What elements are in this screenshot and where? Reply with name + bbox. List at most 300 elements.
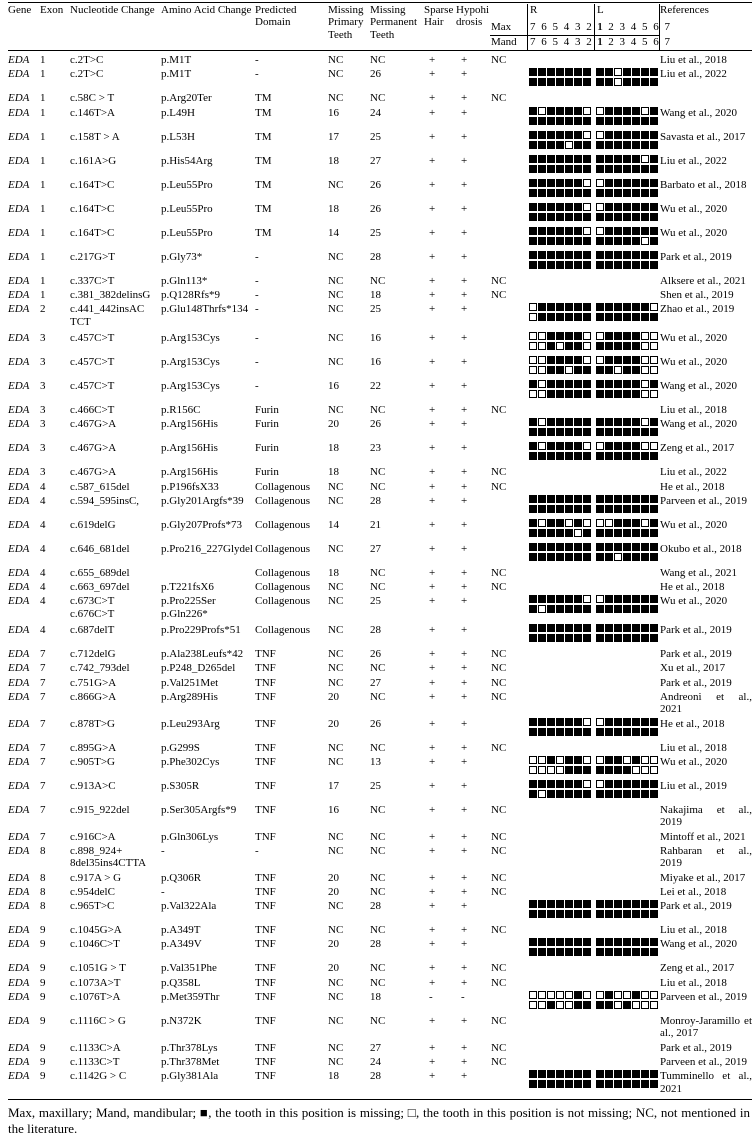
hypohidrosis-cell: + (461, 844, 468, 857)
missing-primary-teeth-cell: NC (328, 741, 344, 754)
footnote: Max, maxillary; Mand, mandibular; ■, the tooth in this position is missing; □, the tooth in this position is not missing; NC, not mentioned in the literature. (8, 1099, 752, 1141)
tooth-box-row (596, 428, 658, 437)
tooth-missing-box (623, 519, 631, 527)
reference-cell: Liu et al., 2018 (660, 54, 727, 66)
hypohidrosis-cell: + (461, 962, 468, 975)
sparse-hair-cell: + (429, 494, 436, 507)
tooth-missing-box (632, 78, 640, 86)
sparse-hair-cell: + (429, 844, 436, 857)
tooth-missing-box (614, 910, 622, 918)
teeth-right-cell (527, 519, 594, 539)
amino-acid-change-cell: p.Q306R (161, 871, 202, 884)
tooth-present-box (538, 519, 546, 527)
tooth-missing-box (650, 418, 658, 426)
gene-cell: EDA (8, 288, 30, 301)
tooth-missing-box (547, 543, 555, 551)
hypohidrosis-cell: + (461, 331, 468, 344)
tooth-missing-box (565, 1080, 573, 1088)
tooth-missing-box (583, 624, 591, 632)
teeth-left-cell (594, 303, 660, 323)
tooth-box-row (529, 595, 592, 604)
tooth-missing-box (574, 495, 582, 503)
exon-cell: 9 (40, 976, 46, 989)
exon-cell: 7 (40, 779, 46, 792)
tooth-missing-box (583, 766, 591, 774)
table-row (8, 356, 752, 376)
tooth-missing-box (614, 213, 622, 221)
tooth-missing-box (556, 442, 564, 450)
tooth-missing-box (650, 543, 658, 551)
nucleotide-change-cell: c.1046C>T (70, 938, 120, 951)
sparse-hair-cell: + (429, 624, 436, 637)
tooth-present-box (596, 179, 604, 187)
tooth-missing-box (614, 595, 622, 603)
sparse-hair-cell: + (429, 480, 436, 493)
amino-acid-change-cell: p.P248_D265del (161, 662, 236, 675)
tooth-missing-box (605, 624, 613, 632)
gene-cell: EDA (8, 250, 30, 263)
tooth-missing-box (596, 342, 604, 350)
table-row (8, 1056, 752, 1068)
tooth-missing-box (556, 780, 564, 788)
tooth-missing-box (538, 78, 546, 86)
tooth-present-box (583, 179, 591, 187)
tooth-box-row (529, 756, 592, 765)
exon-cell: 7 (40, 662, 46, 675)
tooth-missing-box (529, 227, 537, 235)
missing-permanent-teeth-cell: 26 (370, 717, 381, 730)
exon-cell: 3 (40, 418, 46, 431)
gene-cell: EDA (8, 676, 30, 689)
tooth-missing-box (556, 107, 564, 115)
reference-cell: Savasta et al., 2017 (660, 130, 746, 143)
tooth-present-box (650, 442, 658, 450)
col-header-right: R (527, 4, 594, 21)
tooth-missing-box (574, 68, 582, 76)
tooth-missing-box (556, 910, 564, 918)
tooth-missing-box (614, 428, 622, 436)
sparse-hair-cell: + (429, 54, 436, 66)
hypohidrosis-cell: + (461, 1056, 468, 1068)
tooth-missing-box (623, 634, 631, 642)
tooth-missing-box (538, 718, 546, 726)
tooth-missing-box (529, 107, 537, 115)
tooth-missing-box (547, 380, 555, 388)
tooth-missing-box (547, 418, 555, 426)
predicted-domain-cell: Collagenous (255, 518, 310, 531)
hypohidrosis-cell: + (461, 741, 468, 754)
teeth-right-cell (527, 543, 594, 563)
tooth-missing-box (529, 910, 537, 918)
tooth-box-row (529, 189, 592, 198)
table-row (8, 289, 752, 301)
missing-permanent-teeth-cell: 25 (370, 130, 381, 143)
exon-cell: 7 (40, 648, 46, 661)
table-row (8, 742, 752, 754)
tooth-missing-box (547, 68, 555, 76)
tooth-missing-box (583, 189, 591, 197)
reference-cell: Wu et al., 2020 (660, 355, 728, 368)
tooth-box-row (529, 203, 592, 212)
reference-cell: Liu et al., 2018 (660, 976, 727, 989)
reference-cell: Wang et al., 2020 (660, 938, 738, 951)
tooth-present-box (650, 991, 658, 999)
table-row (8, 900, 752, 920)
tooth-missing-box (605, 595, 613, 603)
hypohidrosis-cell: + (461, 676, 468, 689)
tooth-missing-box (565, 390, 573, 398)
tooth-missing-box (565, 179, 573, 187)
tooth-box-row (529, 452, 592, 461)
reference-cell: Parveen et al., 2019 (660, 991, 748, 1004)
tooth-missing-box (605, 261, 613, 269)
tooth-missing-box (650, 634, 658, 642)
nucleotide-change-cell: c.916C>A (70, 830, 116, 843)
tooth-missing-box (574, 948, 582, 956)
table-row (8, 756, 752, 776)
tooth-missing-box (574, 107, 582, 115)
tooth-missing-box (529, 505, 537, 513)
nucleotide-change-cell: c.457C>T (70, 379, 115, 392)
teeth-right-cell (527, 251, 594, 271)
tooth-missing-box (556, 189, 564, 197)
sparse-hair-cell: + (429, 976, 436, 989)
table-row (8, 442, 752, 462)
tooth-missing-box (547, 117, 555, 125)
hypohidrosis-cell: + (461, 466, 468, 479)
nucleotide-change-cell: c.646_681del (70, 542, 130, 555)
tooth-box-row (596, 624, 658, 633)
tooth-present-box (538, 332, 546, 340)
tooth-missing-box (556, 203, 564, 211)
predicted-domain-cell: - (255, 355, 259, 368)
tooth-missing-box (556, 380, 564, 388)
gene-cell: EDA (8, 355, 30, 368)
tooth-missing-box (538, 68, 546, 76)
nucleotide-change-cell: c.58C > T (70, 92, 115, 105)
reference-cell: Zeng et al., 2017 (660, 962, 735, 975)
predicted-domain-cell: TNF (255, 830, 276, 843)
tooth-missing-box (583, 261, 591, 269)
table-row (8, 481, 752, 493)
amino-acid-change-cell: p.Arg289His (161, 691, 218, 703)
teeth-right-cell (527, 756, 594, 776)
tooth-missing-box (574, 117, 582, 125)
table-row (8, 92, 752, 104)
tooth-missing-box (547, 910, 555, 918)
tooth-missing-box (565, 251, 573, 259)
tooth-missing-box (596, 380, 604, 388)
tooth-missing-box (556, 505, 564, 513)
predicted-domain-cell: Furin (255, 466, 279, 479)
tooth-present-box (641, 1001, 649, 1009)
tooth-missing-box (583, 366, 591, 374)
tooth-missing-box (529, 68, 537, 76)
teeth-right-cell (527, 780, 594, 800)
gene-cell: EDA (8, 1041, 30, 1054)
tooth-missing-box (565, 948, 573, 956)
predicted-domain-cell: TNF (255, 691, 276, 703)
teeth-left-cell (594, 595, 660, 615)
tooth-box-row (596, 529, 658, 538)
tooth-missing-box (583, 78, 591, 86)
tooth-missing-box (529, 165, 537, 173)
predicted-domain-cell: Collagenous (255, 494, 310, 507)
tooth-present-box (556, 991, 564, 999)
tooth-missing-box (565, 356, 573, 364)
nucleotide-change-cell: c.1073A>T (70, 976, 121, 989)
tooth-missing-box (614, 624, 622, 632)
tooth-present-box (538, 756, 546, 764)
exon-cell: 8 (40, 885, 46, 898)
tooth-missing-box (623, 380, 631, 388)
tooth-box-row (596, 380, 658, 389)
exon-cell: 7 (40, 803, 46, 816)
tooth-missing-box (547, 790, 555, 798)
exon-cell: 8 (40, 844, 46, 857)
amino-acid-change-cell: p.Pro225Ser p.Gln226* (161, 595, 216, 620)
tooth-missing-box (547, 948, 555, 956)
tooth-missing-box (565, 155, 573, 163)
tooth-box-row (596, 342, 658, 351)
tooth-missing-box (641, 948, 649, 956)
tooth-box-row (596, 131, 658, 140)
tooth-missing-box (574, 78, 582, 86)
tooth-present-box (641, 390, 649, 398)
tooth-box-row (529, 251, 592, 260)
missing-permanent-teeth-cell: NC (370, 92, 386, 105)
amino-acid-change-cell: p.P196fsX33 (161, 480, 219, 493)
tooth-missing-box (565, 380, 573, 388)
exon-cell: 1 (40, 202, 46, 215)
reference-cell: Liu et al., 2022 (660, 68, 727, 81)
hypohidrosis-cell: + (461, 1041, 468, 1054)
tooth-missing-box (605, 452, 613, 460)
tooth-missing-box (565, 442, 573, 450)
exon-cell: 7 (40, 741, 46, 754)
predicted-domain-cell: Furin (255, 403, 279, 416)
missing-primary-teeth-cell: NC (328, 494, 344, 507)
tooth-missing-box (583, 418, 591, 426)
tooth-missing-box (614, 1070, 622, 1078)
tooth-missing-box (556, 261, 564, 269)
chart-nc-cell: NC (491, 274, 507, 287)
tooth-missing-box (556, 452, 564, 460)
hypohidrosis-cell: + (461, 418, 468, 431)
tooth-missing-box (641, 780, 649, 788)
teeth-left-cell (594, 227, 660, 247)
tooth-missing-box (565, 634, 573, 642)
hypohidrosis-cell: + (461, 885, 468, 898)
gene-cell: EDA (8, 691, 30, 703)
tooth-missing-box (650, 189, 658, 197)
predicted-domain-cell: TNF (255, 803, 276, 816)
tooth-box-row (529, 179, 592, 188)
gene-cell: EDA (8, 54, 30, 66)
gene-cell: EDA (8, 303, 30, 316)
reference-cell: Liu et al., 2018 (660, 924, 727, 937)
tooth-missing-box (623, 117, 631, 125)
tooth-box-row (529, 68, 592, 77)
tooth-missing-box (641, 213, 649, 221)
missing-permanent-teeth-cell: 27 (370, 676, 381, 689)
tooth-missing-box (574, 390, 582, 398)
tooth-missing-box (632, 505, 640, 513)
tooth-missing-box (596, 165, 604, 173)
reference-cell: Park et al., 2019 (660, 250, 732, 263)
reference-cell: Wu et al., 2020 (660, 331, 728, 344)
sparse-hair-cell: + (429, 130, 436, 143)
tooth-box-row (529, 495, 592, 504)
tooth-missing-box (547, 519, 555, 527)
reference-cell: Alksere et al., 2021 (660, 274, 746, 287)
table-row (8, 54, 752, 66)
predicted-domain-cell: - (255, 288, 259, 301)
table-row (8, 691, 752, 716)
hypohidrosis-cell: + (461, 1015, 468, 1028)
tooth-missing-box (614, 780, 622, 788)
gene-cell: EDA (8, 92, 30, 105)
tooth-box-row (529, 948, 592, 957)
tooth-box-row (529, 991, 592, 1000)
tooth-present-box (596, 442, 604, 450)
table-row (8, 845, 752, 870)
hypohidrosis-cell: + (461, 755, 468, 768)
tooth-present-box (583, 595, 591, 603)
col-header-references: References (660, 4, 709, 16)
tooth-present-box (596, 718, 604, 726)
tooth-missing-box (614, 303, 622, 311)
missing-primary-teeth-cell: 20 (328, 717, 339, 730)
table-row (8, 203, 752, 223)
teeth-left-cell (594, 380, 660, 400)
hypohidrosis-cell: + (461, 442, 468, 455)
tooth-missing-box (547, 938, 555, 946)
missing-primary-teeth-cell: NC (328, 303, 344, 316)
tooth-present-box (650, 342, 658, 350)
tooth-present-box (650, 390, 658, 398)
tooth-missing-box (641, 634, 649, 642)
tooth-missing-box (605, 991, 613, 999)
tooth-missing-box (529, 380, 537, 388)
teeth-right-cell (527, 155, 594, 175)
tooth-present-box (529, 366, 537, 374)
nucleotide-change-cell: c.217G>T (70, 250, 115, 263)
tooth-missing-box (529, 213, 537, 221)
tooth-missing-box (596, 428, 604, 436)
missing-permanent-teeth-cell: NC (370, 480, 386, 493)
tooth-missing-box (574, 155, 582, 163)
gene-cell: EDA (8, 379, 30, 392)
nucleotide-change-cell: c.164T>C (70, 226, 115, 239)
tooth-missing-box (547, 141, 555, 149)
tooth-missing-box (614, 155, 622, 163)
table-row (8, 495, 752, 515)
tooth-missing-box (574, 624, 582, 632)
hypohidrosis-cell: + (461, 779, 468, 792)
missing-primary-teeth-cell: NC (328, 54, 344, 66)
tooth-present-box (565, 141, 573, 149)
nucleotide-change-cell: c.467G>A (70, 466, 117, 479)
tooth-missing-box (632, 141, 640, 149)
tooth-missing-box (547, 452, 555, 460)
tooth-missing-box (623, 780, 631, 788)
tooth-missing-box (632, 529, 640, 537)
tooth-missing-box (547, 356, 555, 364)
tooth-present-box (574, 529, 582, 537)
tooth-missing-box (605, 418, 613, 426)
amino-acid-change-cell: p.Arg156His (161, 442, 218, 455)
tooth-box-row (596, 553, 658, 562)
tooth-missing-box (556, 366, 564, 374)
hypohidrosis-cell: + (461, 518, 468, 531)
teeth-right-cell (527, 131, 594, 151)
tooth-missing-box (641, 1080, 649, 1088)
nucleotide-change-cell: c.1045G>A (70, 924, 122, 937)
tooth-missing-box (614, 718, 622, 726)
nucleotide-change-cell: c.594_595insC, (70, 494, 140, 507)
missing-primary-teeth-cell: NC (328, 542, 344, 555)
tooth-box-row (596, 910, 658, 919)
tooth-present-box (538, 605, 546, 613)
hypohidrosis-cell: + (461, 202, 468, 215)
tooth-missing-box (547, 756, 555, 764)
gene-cell: EDA (8, 518, 30, 531)
missing-primary-teeth-cell: NC (328, 676, 344, 689)
gene-cell: EDA (8, 178, 30, 191)
tooth-missing-box (547, 203, 555, 211)
tooth-missing-box (556, 900, 564, 908)
tooth-missing-box (623, 141, 631, 149)
tooth-box-row (529, 237, 592, 246)
exon-cell: 8 (40, 871, 46, 884)
reference-cell: He et al., 2018 (660, 581, 725, 594)
hypohidrosis-cell: + (461, 68, 468, 81)
hypohidrosis-cell: + (461, 691, 468, 703)
tooth-present-box (650, 756, 658, 764)
tooth-missing-box (614, 117, 622, 125)
tooth-box-row (596, 495, 658, 504)
tooth-box-row (596, 78, 658, 87)
tooth-missing-box (574, 313, 582, 321)
tooth-present-box (641, 342, 649, 350)
tooth-missing-box (605, 303, 613, 311)
tooth-missing-box (632, 728, 640, 736)
table-row (8, 466, 752, 478)
tooth-present-box (538, 390, 546, 398)
missing-primary-teeth-cell: 20 (328, 418, 339, 431)
tooth-missing-box (650, 117, 658, 125)
tooth-present-box (547, 991, 555, 999)
tooth-missing-box (605, 131, 613, 139)
col-header-missing-primary-teeth: Missing Primary Teeth (328, 4, 364, 41)
tooth-box-row (596, 948, 658, 957)
missing-permanent-teeth-cell: 26 (370, 648, 381, 661)
amino-acid-change-cell: p.Val351Phe (161, 962, 217, 975)
reference-cell: Wang et al., 2020 (660, 379, 738, 392)
reference-cell: Park et al., 2019 (660, 900, 732, 913)
tooth-missing-box (529, 155, 537, 163)
tooth-missing-box (574, 505, 582, 513)
teeth-right-cell (527, 595, 594, 615)
hypohidrosis-cell: + (461, 1070, 468, 1083)
tooth-missing-box (529, 634, 537, 642)
tooth-missing-box (623, 624, 631, 632)
tooth-missing-box (565, 505, 573, 513)
tooth-missing-box (650, 728, 658, 736)
chart-nc-cell: NC (491, 741, 507, 754)
tooth-missing-box (632, 332, 640, 340)
